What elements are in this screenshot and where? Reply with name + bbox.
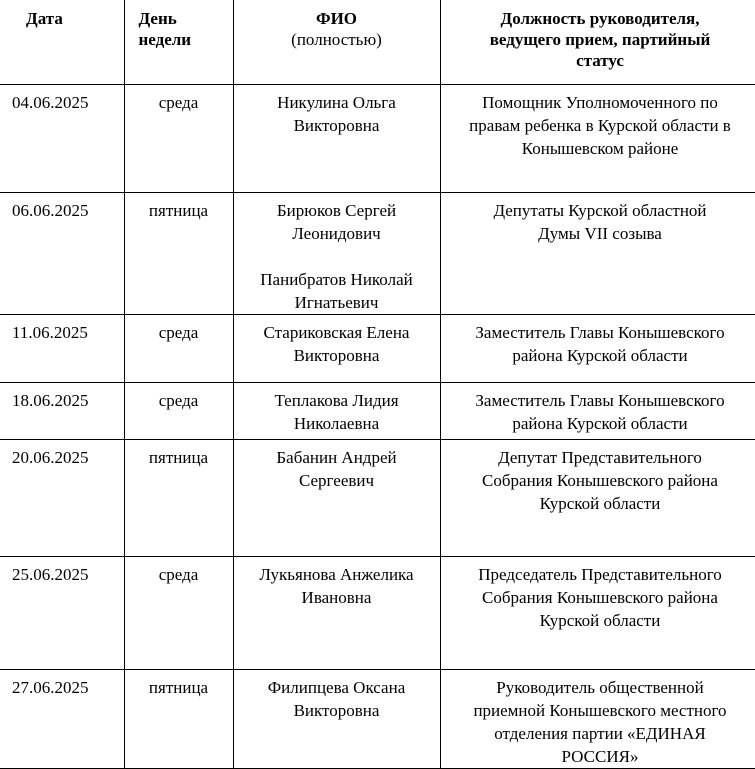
position-cell: Заместитель Главы Конышевского района Курской области: [440, 314, 755, 382]
fio-cell: Теплакова Лидия Николаевна: [233, 382, 440, 439]
date-cell: 27.06.2025: [0, 669, 124, 768]
date-cell: 18.06.2025: [0, 382, 124, 439]
table-row: [0, 669, 755, 768]
date-cell: 25.06.2025: [0, 556, 124, 669]
position-cell: Депутат Представительного Собрания Конышевского района Курской области: [440, 439, 755, 556]
header-row: [0, 0, 755, 84]
table-row: [0, 84, 755, 192]
fio-cell: Бабанин Андрей Сергеевич: [233, 439, 440, 556]
table-row: [0, 314, 755, 382]
day-cell: пятница: [124, 439, 233, 556]
day-cell: пятница: [124, 669, 233, 768]
fio-cell: Лукьянова Анжелика Ивановна: [233, 556, 440, 669]
day-cell: среда: [124, 84, 233, 192]
date-cell: 06.06.2025: [0, 192, 124, 314]
fio-cell: Стариковская Елена Викторовна: [233, 314, 440, 382]
header-day: День недели: [124, 0, 233, 84]
table-row: [0, 439, 755, 556]
header-position: Должность руководителя, ведущего прием, партийный статус: [440, 0, 755, 84]
position-cell: Депутаты Курской областной Думы VII созыва: [440, 192, 755, 314]
header-date: Дата: [0, 0, 124, 84]
date-cell: 11.06.2025: [0, 314, 124, 382]
position-cell: Помощник Уполномоченного по правам ребенка в Курской области в Конышевском районе: [440, 84, 755, 192]
day-cell: среда: [124, 382, 233, 439]
table-row: [0, 382, 755, 439]
day-cell: среда: [124, 314, 233, 382]
position-cell: Председатель Представительного Собрания Конышевского района Курской области: [440, 556, 755, 669]
position-cell: Заместитель Главы Конышевского района Курской области: [440, 382, 755, 439]
date-cell: 04.06.2025: [0, 84, 124, 192]
table-row: [0, 556, 755, 669]
fio-cell: Никулина Ольга Викторовна: [233, 84, 440, 192]
date-cell: 20.06.2025: [0, 439, 124, 556]
position-cell: Руководитель общественной приемной Конышевского местного отделения партии «ЕДИНАЯ РОССИЯ»: [440, 669, 755, 768]
fio-cell: Филипцева Оксана Викторовна: [233, 669, 440, 768]
header-fio: ФИО (полностью): [233, 0, 440, 84]
day-cell: пятница: [124, 192, 233, 314]
day-cell: среда: [124, 556, 233, 669]
fio-cell: Бирюков Сергей Леонидович Панибратов Николай Игнатьевич: [233, 192, 440, 314]
table-row: [0, 192, 755, 314]
